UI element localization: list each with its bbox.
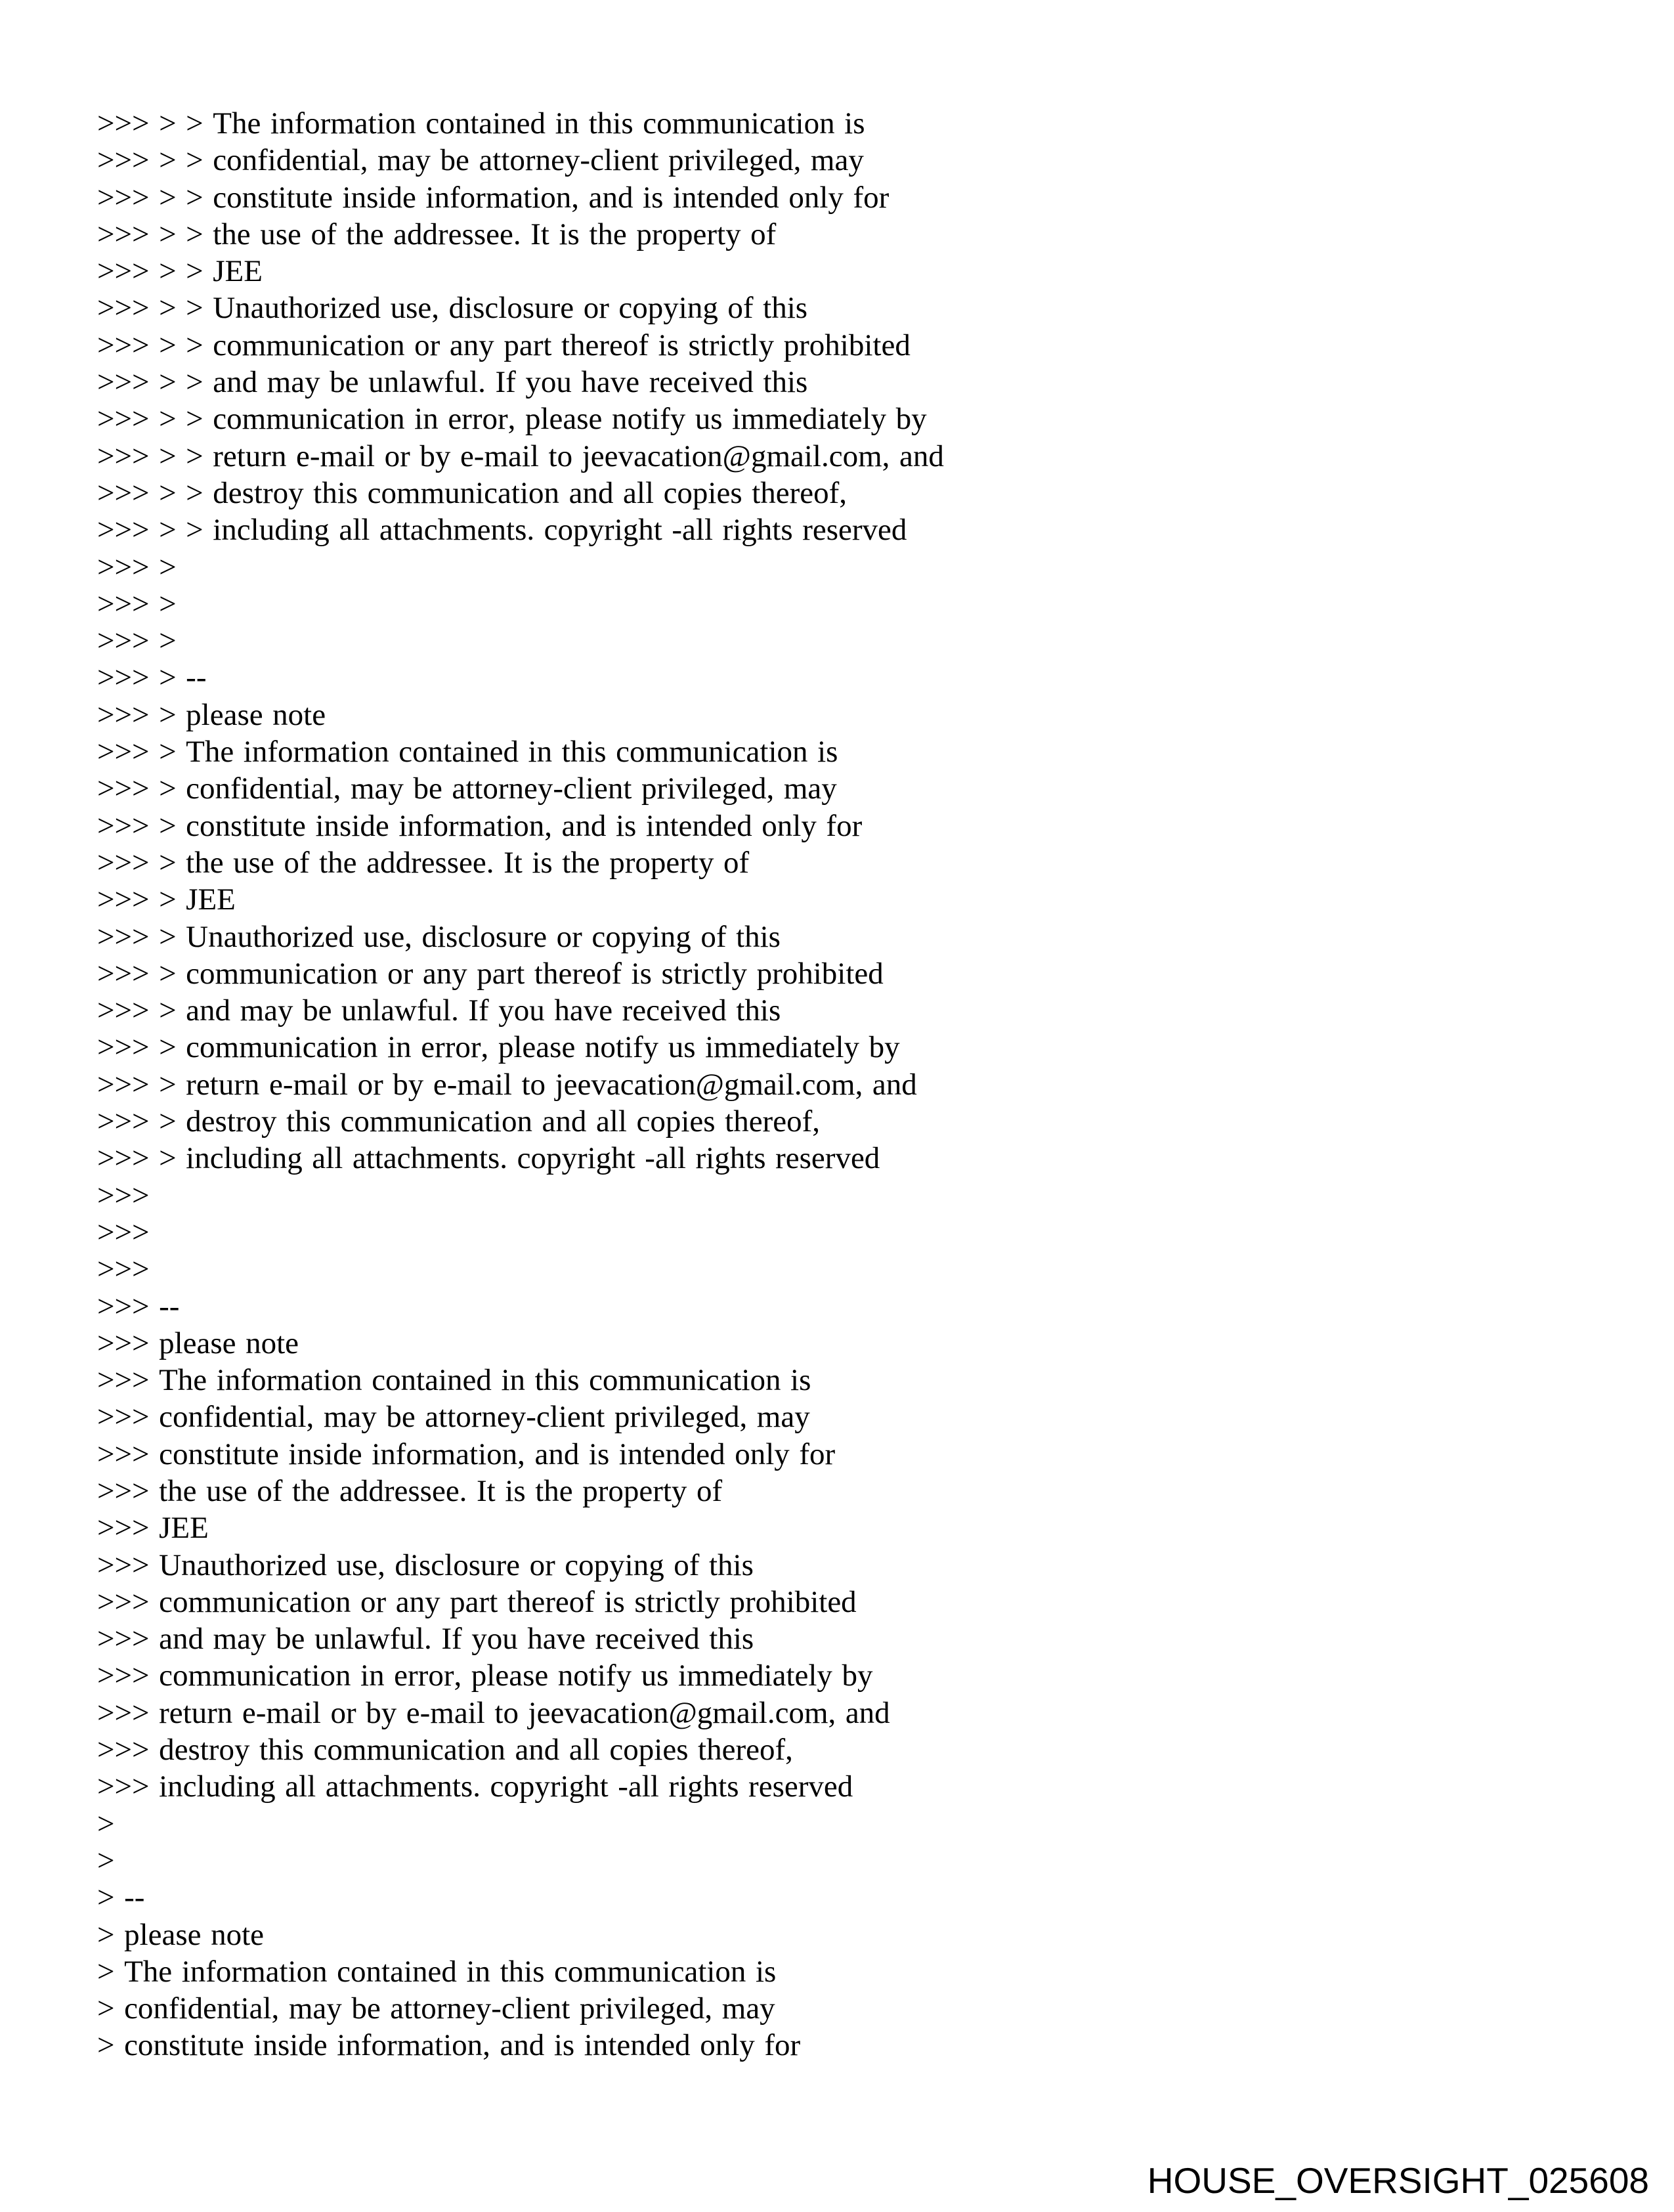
quoted-line: >>> > communication in error, please notify us immediately by (97, 1030, 900, 1065)
quoted-line: >>> > return e-mail or by e-mail to jeevacation@gmail.com, and (97, 1067, 917, 1102)
quoted-line: >>> > and may be unlawful. If you have received this (97, 993, 781, 1028)
quoted-line: >>> The information contained in this communication is (97, 1363, 811, 1398)
quoted-line: > (97, 1843, 115, 1878)
quoted-line: >>> > the use of the addressee. It is the property of (97, 845, 750, 880)
quoted-line: >>> and may be unlawful. If you have received this (97, 1622, 754, 1657)
quoted-line: > The information contained in this communication is (97, 1954, 777, 1989)
quoted-line: >>> (97, 1215, 150, 1249)
quoted-line: >>> communication in error, please notify us immediately by (97, 1659, 873, 1693)
quoted-line: >>> > > including all attachments. copyright -all rights reserved (97, 513, 907, 548)
quoted-line: >>> > > and may be unlawful. If you have received this (97, 365, 808, 400)
quoted-line: >>> > constitute inside information, and is intended only for (97, 808, 863, 843)
quoted-line: >>> > > The information contained in this communication is (97, 106, 865, 141)
quoted-line: >>> > (97, 624, 177, 659)
quoted-line: >>> > > return e-mail or by e-mail to jeevacation@gmail.com, and (97, 439, 944, 473)
quoted-line: >>> > > JEE (97, 254, 263, 289)
quoted-line: >>> > (97, 550, 177, 584)
quoted-line: >>> > JEE (97, 882, 236, 917)
quoted-line: >>> > > destroy this communication and all copies thereof, (97, 475, 848, 510)
quoted-line: > confidential, may be attorney-client privileged, may (97, 1991, 775, 2026)
quoted-line: > please note (97, 1917, 264, 1952)
quoted-line: >>> constitute inside information, and is intended only for (97, 1437, 836, 1471)
quoted-line: >>> > including all attachments. copyright -all rights reserved (97, 1141, 880, 1176)
quoted-line: >>> JEE (97, 1511, 209, 1546)
quoted-line: >>> (97, 1252, 150, 1287)
quoted-line: >>> > (97, 586, 177, 621)
quoted-line: >>> > > confidential, may be attorney-client privileged, may (97, 143, 864, 178)
quoted-line: >>> (97, 1178, 150, 1213)
quoted-line: >>> return e-mail or by e-mail to jeevacation@gmail.com, and (97, 1695, 890, 1730)
quoted-line: >>> > destroy this communication and all copies thereof, (97, 1104, 820, 1139)
quoted-line: >>> > please note (97, 697, 326, 732)
quoted-line: >>> > confidential, may be attorney-client privileged, may (97, 771, 837, 806)
quoted-line: >>> > > constitute inside information, and is intended only for (97, 180, 890, 215)
quoted-line: >>> Unauthorized use, disclosure or copying of this (97, 1548, 754, 1582)
quoted-line: >>> communication or any part thereof is strictly prohibited (97, 1584, 857, 1619)
quoted-line: >>> > > communication in error, please notify us immediately by (97, 402, 927, 437)
bates-number: HOUSE_OVERSIGHT_025608 (1147, 2160, 1649, 2201)
quoted-line: >>> > Unauthorized use, disclosure or copying of this (97, 919, 781, 954)
quoted-line: >>> please note (97, 1326, 299, 1360)
quoted-line: > (97, 1806, 115, 1841)
quoted-line: >>> > communication or any part thereof is strictly prohibited (97, 956, 884, 991)
quoted-line: >>> > > Unauthorized use, disclosure or copying of this (97, 291, 808, 326)
quoted-line: > constitute inside information, and is intended only for (97, 2028, 801, 2063)
quoted-line: >>> destroy this communication and all copies thereof, (97, 1733, 793, 1767)
quoted-line: >>> > The information contained in this communication is (97, 735, 838, 770)
quoted-line: >>> including all attachments. copyright -all rights reserved (97, 1769, 853, 1804)
email-quoted-text (97, 105, 944, 2064)
quoted-line: > -- (97, 1880, 145, 1915)
quoted-line: >>> -- (97, 1289, 180, 1324)
quoted-line: >>> the use of the addressee. It is the property of (97, 1473, 723, 1508)
quoted-line: >>> > > the use of the addressee. It is the property of (97, 217, 777, 251)
quoted-line: >>> confidential, may be attorney-client privileged, may (97, 1400, 810, 1435)
quoted-line: >>> > -- (97, 661, 207, 695)
quoted-line: >>> > > communication or any part thereof is strictly prohibited (97, 328, 911, 362)
